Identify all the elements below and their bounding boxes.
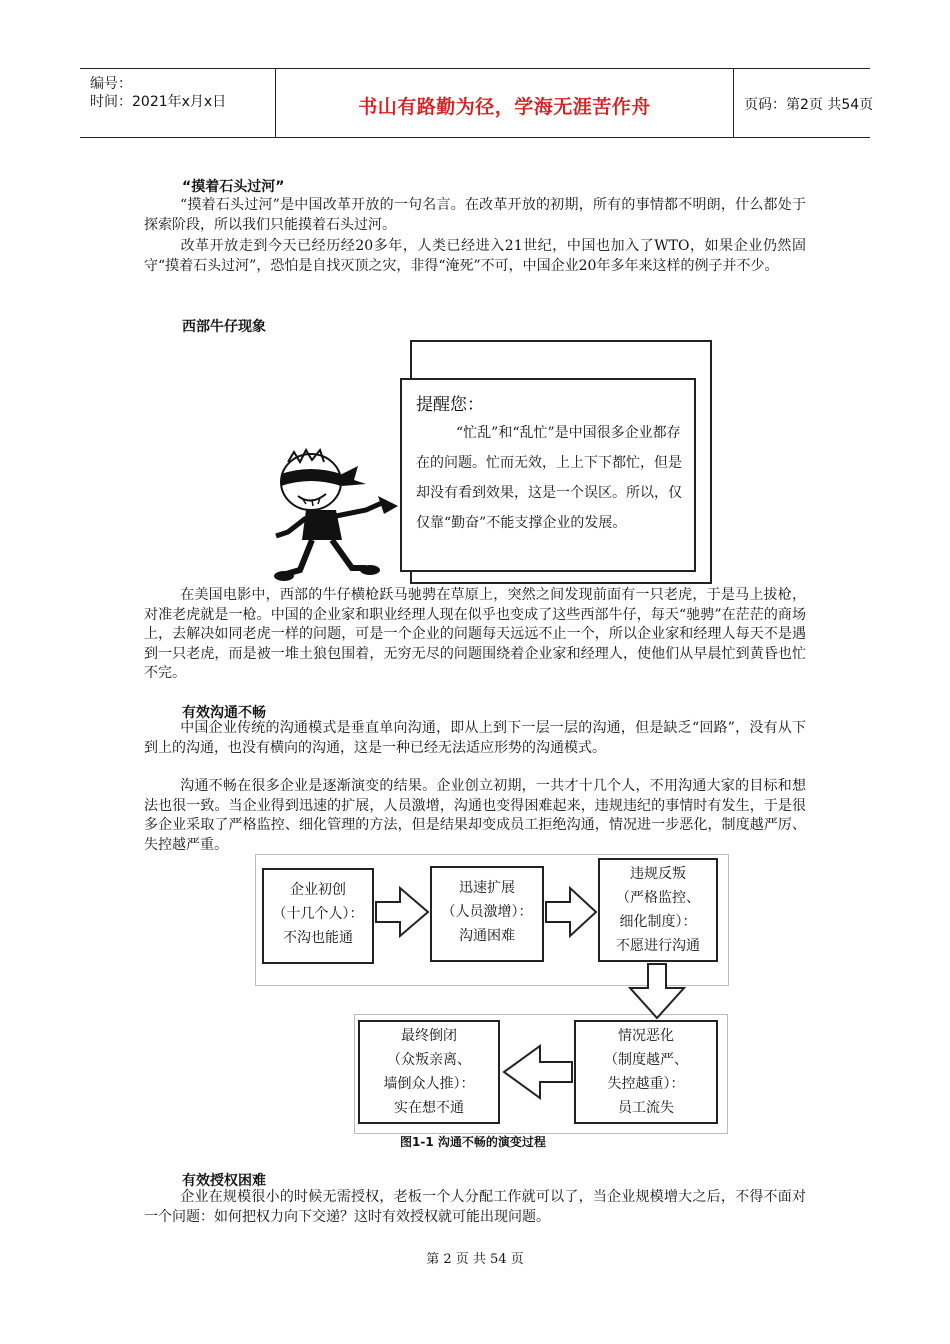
flow-step-collapse: 最终倒闭 （众叛亲离、 墙倒众人推）： 实在想不通 xyxy=(358,1020,500,1124)
flow-step-expansion: 迅速扩展 （人员激增）： 沟通困难 xyxy=(430,866,544,962)
document-number-label: 编号： xyxy=(90,76,132,92)
paragraph: 企业在规模很小的时候无需授权，老板一个人分配工作就可以了，当企业规模增大之后，不得不面对一个问题：如何把权力向下交递？这时有效授权就可能出现问题。 xyxy=(144,1189,806,1225)
paragraph: 中国企业传统的沟通模式是垂直单向沟通，即从上到下一层一层的沟通，但是缺乏“回路”，没有从下到上的沟通，也没有横向的沟通，这是一种已经无法适应形势的沟通模式。 xyxy=(144,720,806,756)
section-title-communication: 有效沟通不畅 xyxy=(182,705,266,721)
header-page-number: 页码：第2页 共54页 xyxy=(744,97,874,113)
figure-caption: 图1-1 沟通不畅的演变过程 xyxy=(400,1135,546,1149)
document-date-label: 时间：2021年x月x日 xyxy=(90,94,227,110)
page-footer: 第 2 页 共 54 页 xyxy=(426,1252,524,1267)
paragraph: 沟通不畅在很多企业是逐渐演变的结果。企业创立初期，一共才十几个人，不用沟通大家的目标和想法也很一致。当企业得到迅速的扩展，人员激增，沟通也变得困难起来，违规违纪的事情时有发生，于是很多企业采取了严格监控、细化管理的方法，但是结果却变成员工拒绝沟通，情况进一步恶化，制度越严厉、失控越严重。 xyxy=(144,778,806,853)
section-title-delegation: 有效授权困难 xyxy=(182,1173,266,1189)
section-title-crossing-river: “摸着石头过河” xyxy=(182,179,285,195)
arrow-right-icon xyxy=(376,888,428,936)
arrow-right-icon xyxy=(546,888,596,936)
paragraph: 在美国电影中，西部的牛仔横枪跃马驰骋在草原上，突然之间发现前面有一只老虎，于是马上拔枪，对准老虎就是一枪。中国的企业家和职业经理人现在似乎也变成了这些西部牛仔，每天“驰骋”在茫茫的商场上，去解决如同老虎一样的问题，可是一个企业的问题每天远远不止一个，所以企业家和经理人每天不是遇到一只老虎，而是被一堆土狼包围着，无穷无尽的问题围绕着企业家和经理人，使他们从早晨忙到黄昏也忙不完。 xyxy=(144,587,806,681)
flow-step-rebellion: 违规反叛 （严格监控、 细化制度）： 不愿进行沟通 xyxy=(598,858,718,962)
section-title-cowboy: 西部牛仔现象 xyxy=(182,319,266,335)
reminder-title: 提醒您： xyxy=(416,395,484,415)
flow-step-founding: 企业初创 （十几个人）： 不沟也能通 xyxy=(262,868,374,964)
header-motto: 书山有路勤为径，学海无涯苦作舟 xyxy=(358,96,651,118)
flow-step-deterioration: 情况恶化 （制度越严、 失控越重）： 员工流失 xyxy=(574,1020,718,1124)
paragraph: “摸着石头过河”是中国改革开放的一句名言。在改革开放的初期，所有的事情都不明朗，什么都处于探索阶段，所以我们只能摸着石头过河。 xyxy=(144,197,806,233)
arrow-left-icon xyxy=(504,1046,572,1098)
reminder-body: “忙乱”和“乱忙”是中国很多企业都存在的问题。忙而无效，上上下下都忙，但是却没有看到效果，这是一个误区。所以，仅仅靠“勤奋”不能支撑企业的发展。 xyxy=(416,425,682,531)
arrow-down-icon xyxy=(630,964,684,1018)
paragraph: 改革开放走到今天已经历经20多年，人类已经进入21世纪，中国也加入了WTO，如果企业仍然固守“摸着石头过河”，恐怕是自找灭顶之灾，非得“淹死”不可，中国企业20年多年来这样的例子并不少。 xyxy=(144,238,806,274)
